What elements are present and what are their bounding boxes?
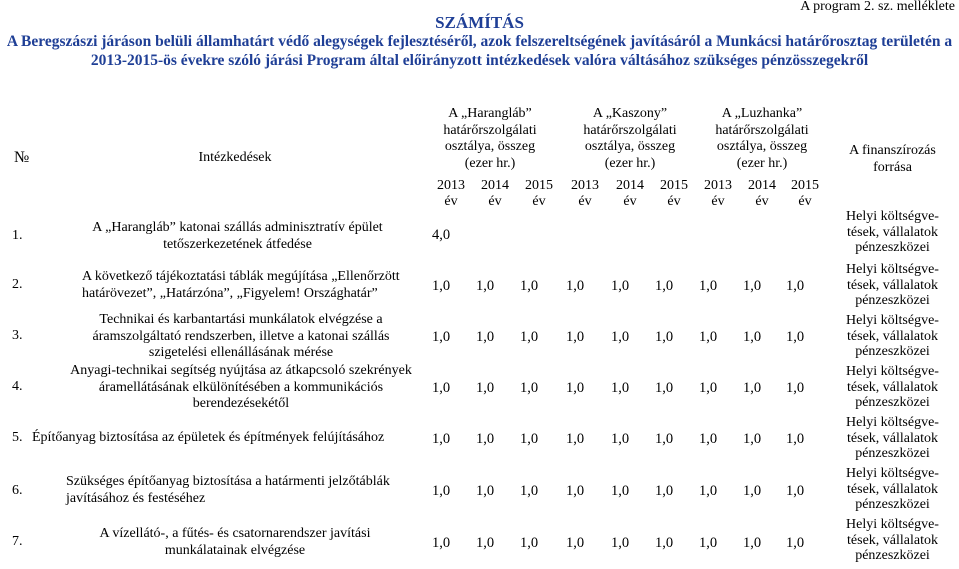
row-value: 1,0 xyxy=(743,483,762,499)
measure-line: javításához és festéséhez xyxy=(66,490,206,506)
row-value: 1,0 xyxy=(520,431,539,447)
measure-line: A következő tájékoztatási táblák megújítása „Ellenőrzött xyxy=(82,269,400,284)
row-value: 1,0 xyxy=(432,329,451,345)
row-number: 2. xyxy=(12,277,23,292)
row-value: 1,0 xyxy=(699,535,718,551)
group-unit: (ezer hr.) xyxy=(736,155,788,171)
year-label: 2015 xyxy=(660,178,688,193)
measure-line: A vízellátó-, a fűtés- és csatornarendszer javítási xyxy=(99,526,371,541)
row-value: 1,0 xyxy=(611,535,630,551)
row-value: 1,0 xyxy=(432,278,451,294)
group-name: A „Kaszony” xyxy=(592,106,668,121)
measure-line: határövezet”, „Határzóna”, „Figyelem! Országhatár” xyxy=(82,285,378,301)
funding-line: tések, vállalatok xyxy=(847,379,938,395)
row-value: 1,0 xyxy=(655,535,674,551)
row-value: 1,0 xyxy=(743,329,762,345)
row-value: 1,0 xyxy=(566,483,585,499)
group-line: határőrszolgálati xyxy=(583,122,677,138)
row-value: 1,0 xyxy=(476,535,495,551)
header-funding-source xyxy=(830,142,955,176)
row-value: 1,0 xyxy=(743,535,762,551)
row-value: 1,0 xyxy=(566,535,585,551)
row-value: 1,0 xyxy=(520,380,539,396)
funding-line: Helyi költségve- xyxy=(846,209,939,224)
row-value: 1,0 xyxy=(699,483,718,499)
row-measure xyxy=(60,220,415,253)
funding-line: Helyi költségve- xyxy=(846,364,939,379)
appendix-label: A program 2. sz. melléklete xyxy=(800,0,955,14)
row-value: 1,0 xyxy=(699,329,718,345)
measure-line: tetőszerkezetének átfedése xyxy=(163,236,312,252)
funding-line: pénzeszközei xyxy=(855,446,930,461)
funding-line: pénzeszközei xyxy=(855,293,930,308)
header-number: № xyxy=(14,149,30,166)
measure-line: Szükséges építőanyag biztosítása a határmenti jelzőtáblák xyxy=(66,474,390,489)
row-value: 1,0 xyxy=(611,278,630,294)
row-value: 1,0 xyxy=(611,380,630,396)
funding-line: Helyi költségve- xyxy=(846,262,939,277)
year-unit: év xyxy=(798,194,812,209)
year-label: 2013 xyxy=(437,178,465,193)
funding-line: pénzeszközei xyxy=(855,344,930,359)
funding-line: tések, vállalatok xyxy=(847,481,938,497)
group-line: osztálya, összeg xyxy=(444,139,536,154)
row-value: 1,0 xyxy=(432,380,451,396)
measure-line: berendezésekétől xyxy=(192,396,290,411)
row-value: 1,0 xyxy=(786,535,805,551)
row-value: 1,0 xyxy=(476,483,495,499)
measure-line: áramellátásának elkülönítésében a kommunikációs xyxy=(98,379,384,395)
row-measure xyxy=(66,474,421,507)
year-col xyxy=(697,178,739,210)
funding-line: Helyi költségve- xyxy=(846,415,939,430)
row-value: 1,0 xyxy=(432,535,451,551)
row-value: 1,0 xyxy=(520,535,539,551)
year-unit: év xyxy=(532,194,546,209)
funding-line: tések, vállalatok xyxy=(847,277,938,293)
row-value: 1,0 xyxy=(786,278,805,294)
document-title: SZÁMÍTÁS xyxy=(435,13,524,32)
row-value: 1,0 xyxy=(476,278,495,294)
year-col xyxy=(784,178,826,210)
row-number: 3. xyxy=(12,328,23,343)
measure-line: áramszolgáltató rendszerben, illetve a katonai szállás xyxy=(92,328,390,344)
group-line: határőrszolgálati xyxy=(715,122,809,138)
funding-line: tések, vállalatok xyxy=(847,224,938,240)
row-value: 1,0 xyxy=(476,431,495,447)
group-name: A „Luzhanka” xyxy=(721,106,803,121)
year-unit: év xyxy=(755,194,769,209)
row-value: 1,0 xyxy=(432,483,451,499)
row-value: 1,0 xyxy=(520,483,539,499)
row-measure xyxy=(60,312,422,362)
funding-source xyxy=(830,262,955,309)
funding-source xyxy=(830,364,955,411)
row-value: 1,0 xyxy=(566,380,585,396)
year-col xyxy=(741,178,783,210)
row-measure xyxy=(55,363,427,413)
row-value: 1,0 xyxy=(655,431,674,447)
year-col xyxy=(653,178,695,210)
year-label: 2014 xyxy=(481,178,509,193)
funding-line: pénzeszközei xyxy=(855,548,930,563)
row-value: 1,0 xyxy=(699,431,718,447)
funding-line: Helyi költségve- xyxy=(846,466,939,481)
funding-line: Helyi költségve- xyxy=(846,313,939,328)
row-measure xyxy=(75,526,395,559)
measure-line: Technikai és karbantartási munkálatok elvégzése a xyxy=(99,312,383,327)
year-col xyxy=(609,178,651,210)
year-unit: év xyxy=(488,194,502,209)
funding-line: pénzeszközei xyxy=(855,497,930,512)
row-value: 1,0 xyxy=(743,380,762,396)
row-value: 1,0 xyxy=(476,329,495,345)
row-measure: Építőanyag biztosítása az épületek és építmények felújításához xyxy=(32,430,385,445)
header-group-haranglab xyxy=(425,106,555,172)
funding-source xyxy=(830,415,955,462)
row-number: 6. xyxy=(12,483,23,498)
row-value: 1,0 xyxy=(786,329,805,345)
row-value: 1,0 xyxy=(655,483,674,499)
row-value: 1,0 xyxy=(655,329,674,345)
row-value: 1,0 xyxy=(655,278,674,294)
row-value: 1,0 xyxy=(611,483,630,499)
group-line: határőrszolgálati xyxy=(443,122,537,138)
row-value: 1,0 xyxy=(611,329,630,345)
group-name: A „Harangláb” xyxy=(448,106,532,121)
funding-line: tések, vállalatok xyxy=(847,532,938,548)
funding-header-line: A finanszírozás xyxy=(849,143,936,158)
funding-line: pénzeszközei xyxy=(855,395,930,410)
year-label: 2015 xyxy=(791,178,819,193)
group-unit: (ezer hr.) xyxy=(464,155,516,171)
year-label: 2013 xyxy=(571,178,599,193)
row-value: 1,0 xyxy=(566,431,585,447)
funding-source xyxy=(830,517,955,564)
year-unit: év xyxy=(711,194,725,209)
row-measure xyxy=(82,269,422,302)
group-unit: (ezer hr.) xyxy=(604,155,656,171)
funding-line: tések, vállalatok xyxy=(847,328,938,344)
group-line: osztálya, összeg xyxy=(584,139,676,154)
row-value: 1,0 xyxy=(699,380,718,396)
row-value: 1,0 xyxy=(566,278,585,294)
year-col xyxy=(564,178,606,210)
year-col xyxy=(474,178,516,210)
funding-line: tések, vállalatok xyxy=(847,430,938,446)
year-label: 2014 xyxy=(748,178,776,193)
measure-line: Anyagi-technikai segítség nyújtása az átkapcsoló szekrények xyxy=(70,363,412,378)
funding-header-line: forrása xyxy=(873,160,912,175)
row-number: 7. xyxy=(12,534,23,549)
header-measures: Intézkedések xyxy=(198,150,272,165)
row-number: 1. xyxy=(12,228,23,243)
group-line: osztálya, összeg xyxy=(716,139,808,154)
document-subtitle: A Beregszászi járáson belüli államhatárt védő alegységek fejlesztéséről, azok felszereltségének javításáról a Munkácsi határőrosztag területén a 2013-2015-ös évekre szóló járási Program által előirányzott intézkedések valóra váltásához szükséges pénzösszegekről xyxy=(6,33,953,69)
row-value: 1,0 xyxy=(786,483,805,499)
row-value: 1,0 xyxy=(743,431,762,447)
row-value: 1,0 xyxy=(743,278,762,294)
header-group-luzhanka xyxy=(697,106,827,172)
row-value: 1,0 xyxy=(432,431,451,447)
row-number: 4. xyxy=(12,379,23,394)
header-group-kaszony xyxy=(565,106,695,172)
year-label: 2013 xyxy=(704,178,732,193)
row-value: 1,0 xyxy=(520,329,539,345)
row-number: 5. xyxy=(12,430,23,445)
row-value: 1,0 xyxy=(520,278,539,294)
measure-line: szigetelési ellenállásának mérése xyxy=(148,345,334,360)
funding-source xyxy=(830,209,955,256)
funding-source xyxy=(830,466,955,513)
year-unit: év xyxy=(667,194,681,209)
year-col xyxy=(430,178,472,210)
year-unit: év xyxy=(623,194,637,209)
year-unit: év xyxy=(444,194,458,209)
year-col xyxy=(518,178,560,210)
year-unit: év xyxy=(578,194,592,209)
row-value: 4,0 xyxy=(432,227,451,243)
row-value: 1,0 xyxy=(786,380,805,396)
row-value: 1,0 xyxy=(476,380,495,396)
funding-source xyxy=(830,313,955,360)
row-value: 1,0 xyxy=(655,380,674,396)
year-label: 2014 xyxy=(616,178,644,193)
measure-line: A „Harangláb” katonai szállás adminisztratív épület xyxy=(92,220,383,235)
row-value: 1,0 xyxy=(611,431,630,447)
funding-line: pénzeszközei xyxy=(855,240,930,255)
measure-line: munkálatainak elvégzése xyxy=(164,542,306,558)
funding-line: Helyi költségve- xyxy=(846,517,939,532)
row-value: 1,0 xyxy=(566,329,585,345)
year-label: 2015 xyxy=(525,178,553,193)
row-value: 1,0 xyxy=(699,278,718,294)
row-value: 1,0 xyxy=(786,431,805,447)
